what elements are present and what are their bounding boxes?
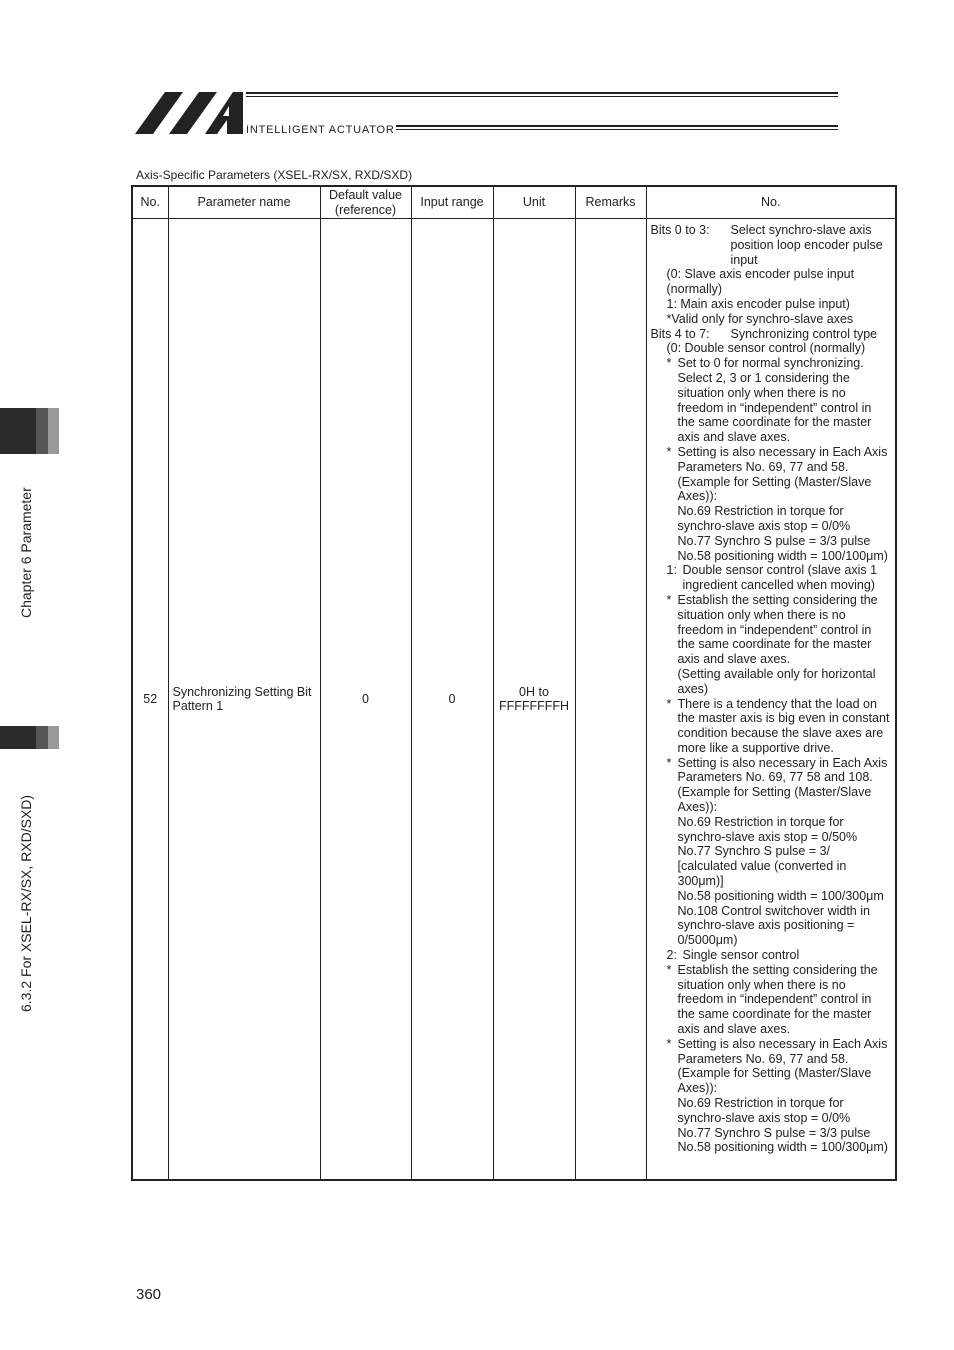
note: * There is a tendency that the load on the master axis is big even in constant condition because the slave axes are more like a supportive drive. (666, 696, 890, 755)
desc-line: *Valid only for synchro-slave axes (666, 311, 854, 326)
cell-remarks (575, 219, 646, 1181)
header-default-value: Default value (reference) (320, 186, 411, 219)
section-tab-light (48, 726, 59, 749)
desc-line: 1: Main axis encoder pulse input) (666, 296, 850, 311)
desc-line: (0: Double sensor control (normally) (666, 341, 866, 356)
desc-line: (Example for Setting (Master/Slave Axes)): (677, 785, 872, 815)
table-header-row (132, 186, 896, 219)
cell-default: 0 (320, 219, 411, 1181)
cell-parameter-name: Synchronizing Setting Bit Pattern 1 (168, 219, 320, 1181)
desc-line: No.77 Synchro S pulse = 3/3 pulse (677, 1125, 871, 1140)
iai-logo (135, 90, 245, 136)
desc-line: (Setting available only for horizontal axes) (677, 666, 876, 696)
chapter-label: Chapter 6 Parameter (18, 487, 34, 618)
cell-description (646, 219, 896, 1181)
table-caption: Axis-Specific Parameters (XSEL-RX/SX, RXD/SXD) (136, 168, 413, 182)
header-rule-top (246, 92, 838, 94)
chapter-tab-mid (36, 408, 48, 454)
bits-0-3: Bits 0 to 3: Select synchro-slave axis position loop encoder pulse input (650, 223, 883, 267)
option-1: 1: Double sensor control (slave axis 1 ingredient cancelled when moving) (666, 563, 878, 593)
section-tab-mid (36, 726, 48, 749)
desc-line: No.58 positioning width = 100/300μm (677, 888, 884, 903)
desc-line: (Example for Setting (Master/Slave Axes)): (677, 1066, 872, 1096)
note: * Establish the setting considering the situation only when there is no freedom in “independent” control in the same coordinate for the master axis and slave axes. (666, 592, 878, 667)
option-2: 2: Single sensor control (666, 948, 800, 963)
header-rule-bottom-2 (396, 129, 838, 130)
desc-line: No.69 Restriction in torque for synchro-slave axis stop = 0/0% (677, 1096, 851, 1125)
section-tab (0, 726, 36, 749)
header-unit: Unit (493, 186, 575, 219)
desc-line: No.58 positioning width = 100/300μm) (677, 1140, 888, 1155)
cell-no: 52 (132, 219, 168, 1181)
cell-unit: 0H to FFFFFFFFH (493, 219, 575, 1181)
table-row (132, 219, 896, 1181)
desc-line: No.77 Synchro S pulse = 3/ [calculated value (converted in 300μm)] (677, 844, 847, 889)
desc-line: No.77 Synchro S pulse = 3/3 pulse (677, 533, 871, 548)
desc-line: No.69 Restriction in torque for synchro-slave axis stop = 0/0% (677, 504, 851, 533)
desc-line: (0: Slave axis encoder pulse input (normally) (666, 267, 855, 297)
note: * Setting is also necessary in Each Axis Parameters No. 69, 77 and 58. (666, 444, 888, 474)
desc-line: (Example for Setting (Master/Slave Axes)): (677, 474, 872, 504)
page-number: 360 (136, 1286, 162, 1303)
brand-text: INTELLIGENT ACTUATOR (246, 124, 395, 136)
note: * Establish the setting considering the situation only when there is no freedom in “independent” control in the same coordinate for the master axis and slave axes. (666, 962, 878, 1037)
chapter-tab-light (48, 408, 59, 454)
header-rule-bottom (396, 125, 838, 127)
note: * Set to 0 for normal synchronizing. Select 2, 3 or 1 considering the situation only when there is no freedom in “independent” control in the same coordinate for the master axis and slave axes. (666, 356, 872, 445)
header-rule-top-2 (246, 96, 838, 97)
section-label: 6.3.2 For XSEL-RX/SX, RXD/SXD) (18, 794, 34, 1012)
desc-line: No.69 Restriction in torque for synchro-slave axis stop = 0/50% (677, 814, 858, 844)
note: * Setting is also necessary in Each Axis Parameters No. 69, 77 58 and 108. (666, 755, 888, 785)
desc-line: No.108 Control switchover width in synchro-slave axis positioning = 0/5000μm) (677, 903, 870, 948)
desc-line: No.58 positioning width = 100/100μm) (677, 548, 888, 563)
cell-input-range: 0 (411, 219, 493, 1181)
parameter-table (131, 185, 897, 1181)
chapter-tab (0, 408, 36, 454)
header-input-range: Input range (411, 186, 493, 219)
note: * Setting is also necessary in Each Axis Parameters No. 69, 77 and 58. (666, 1036, 888, 1066)
header-description: No. (646, 186, 896, 219)
header-parameter-name: Parameter name (168, 186, 320, 219)
header-remarks: Remarks (575, 186, 646, 219)
bits-4-7: Bits 4 to 7: Synchronizing control type (650, 326, 878, 341)
header-no: No. (132, 186, 168, 219)
